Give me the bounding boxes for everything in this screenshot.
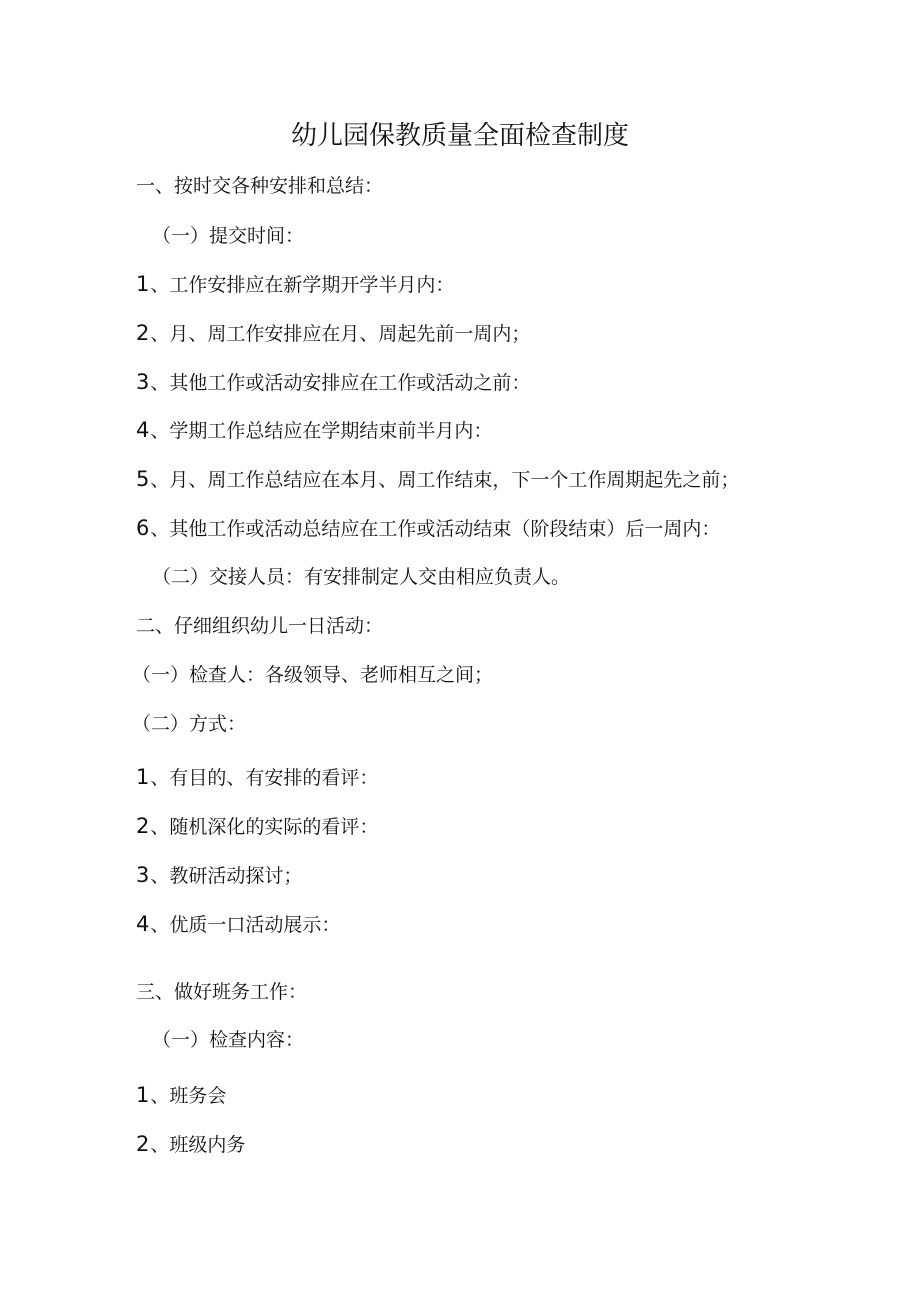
line-text: （一）检查内容： — [152, 1029, 305, 1051]
list-item-number: 1 — [136, 272, 150, 296]
list-item — [136, 811, 378, 842]
list-item-text: 、教研活动探讨； — [150, 865, 303, 887]
list-item — [136, 513, 720, 544]
line-text: （一）检查人：各级领导、老师相互之间； — [132, 664, 494, 686]
subsection-heading — [152, 1025, 304, 1055]
list-item-number: 4 — [136, 912, 150, 936]
list-item-text: 、优质一口活动展示： — [150, 914, 341, 936]
list-item-number: 1 — [136, 765, 150, 789]
list-item-text: 、月、周工作总结应在本月、周工作结束，下一个工作周期起先之前； — [150, 469, 740, 491]
list-item-number: 5 — [136, 467, 150, 491]
list-item-text: 、其他工作或活动安排应在工作或活动之前： — [150, 372, 531, 394]
list-item — [136, 860, 302, 891]
line-text: 二、仔细组织幼儿一日活动： — [136, 615, 384, 637]
subsection-heading — [132, 660, 493, 690]
list-item-text: 、班务会 — [150, 1085, 227, 1107]
list-item — [136, 464, 739, 495]
section-heading-2 — [136, 611, 383, 641]
list-item — [136, 1080, 226, 1111]
section-heading-1 — [136, 171, 383, 201]
list-item — [136, 909, 340, 940]
document-title: 幼儿园保教质量全面检查制度 — [290, 121, 629, 151]
line-text: 三、做好班务工作： — [136, 981, 308, 1003]
list-item-number: 4 — [136, 418, 150, 442]
list-item — [136, 318, 530, 349]
list-item-text: 、其他工作或活动总结应在工作或活动结束（阶段结束）后一周内： — [150, 518, 721, 540]
section-heading-3 — [136, 977, 307, 1007]
line-text: （一）提交时间： — [152, 225, 305, 247]
list-item-number: 6 — [136, 516, 150, 540]
list-item — [136, 415, 492, 446]
subsection-heading — [152, 221, 304, 251]
line-text: 一、按时交各种安排和总结： — [136, 175, 384, 197]
list-item-text: 、随机深化的实际的看评： — [150, 816, 379, 838]
list-item — [136, 762, 378, 793]
line-text: （二）方式： — [132, 713, 247, 735]
list-item — [136, 1129, 245, 1160]
subsection-heading — [152, 562, 570, 592]
list-item-number: 3 — [136, 370, 150, 394]
line-text: （二）交接人员：有安排制定人交由相应负责人。 — [152, 566, 571, 588]
list-item-text: 、工作安排应在新学期开学半月内： — [150, 274, 455, 296]
list-item-number: 2 — [136, 321, 150, 345]
list-item-text: 、班级内务 — [150, 1134, 246, 1156]
list-item-text: 、学期工作总结应在学期结束前半月内： — [150, 420, 493, 442]
list-item-number: 2 — [136, 814, 150, 838]
list-item-text: 、有目的、有安排的看评： — [150, 767, 379, 789]
list-item-number: 3 — [136, 863, 150, 887]
subsection-heading — [132, 709, 246, 739]
list-item-number: 2 — [136, 1132, 150, 1156]
list-item-text: 、月、周工作安排应在月、周起先前一周内； — [150, 323, 531, 345]
list-item-number: 1 — [136, 1083, 150, 1107]
list-item — [136, 367, 530, 398]
list-item — [136, 269, 454, 300]
